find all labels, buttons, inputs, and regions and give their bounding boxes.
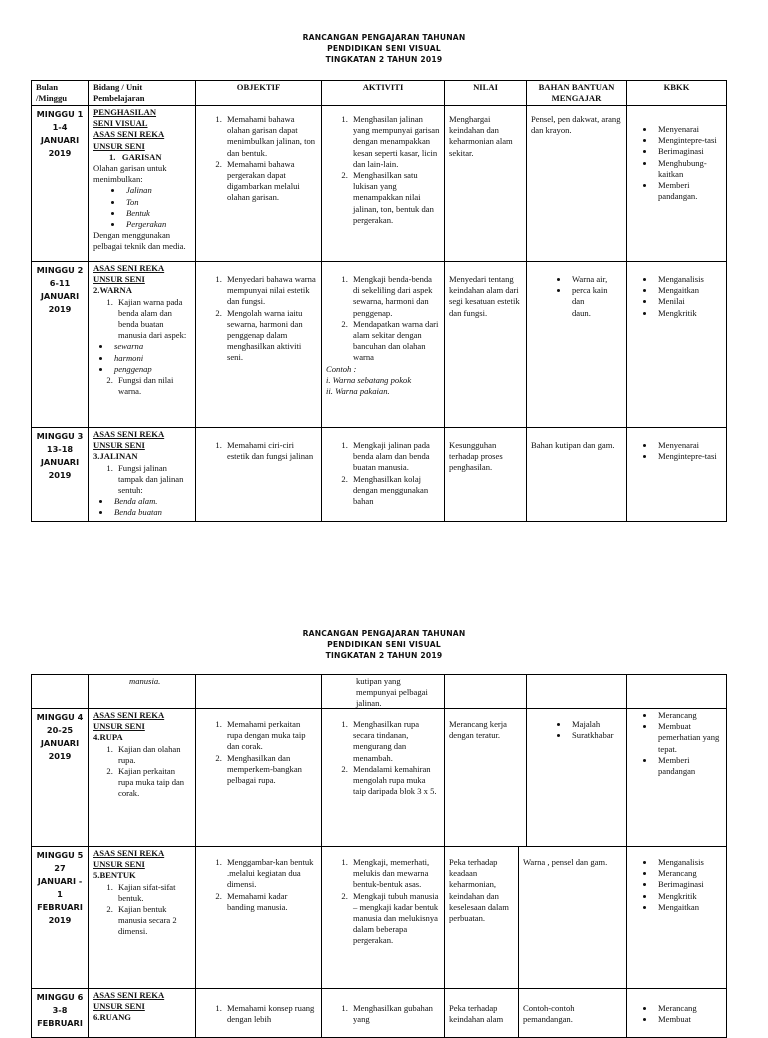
list-item: • Membuat [655, 1014, 722, 1025]
kbkk-cell-6 [626, 988, 727, 1038]
topic-name: GARISAN [121, 151, 162, 162]
nilai-cell-3: Kesungguhan terhadap proses penghasilan. [444, 427, 527, 522]
col-header-bahan [526, 80, 627, 106]
list-item-text: daun. [572, 307, 591, 318]
topic-list [93, 185, 191, 230]
doc-title [0, 628, 768, 661]
week-6-dates: 3-8 [52, 1005, 68, 1015]
aktiviti-cell-cont: kutipan yang mempunyai pelbagai jalinan. [321, 674, 445, 709]
list-item: 1. Menghasilkan gubahan yang [350, 1003, 440, 1025]
nilai-cell-4: Merancang kerja dengan teratur. [444, 708, 527, 847]
list-item: 1. Memahami bahawa olahan garisan dapat menimbulkan jalinan, ton dan bentuk. [224, 114, 317, 159]
list-item: • Berimaginasi [655, 146, 722, 157]
week-1-dates: 1-4 [52, 122, 68, 132]
col-bahan-line2: MENGAJAR [551, 93, 602, 104]
topic-list [93, 496, 191, 518]
week-5-month-end: FEBRUARI [37, 902, 83, 912]
kbkk-cell-2 [626, 261, 727, 428]
objektif-cell-5 [195, 846, 322, 989]
list-item: 2. Menghasilkan satu lukisan yang menampakkan nilai jalinan, ton, bentuk dan pergerakan. [350, 170, 440, 226]
topic-title: 4.RUPA [93, 732, 123, 743]
topic-sublist [93, 297, 191, 342]
week-5-dates-end: 1 [57, 889, 63, 899]
objektif-cell-2 [195, 261, 322, 428]
aktiviti-list [326, 1003, 440, 1025]
list-item: • Jalinan [123, 185, 191, 196]
objektif-list [200, 440, 317, 462]
list-item: • Mengkritik [655, 308, 722, 319]
aktiviti-list [326, 440, 440, 507]
topic-sublist [93, 463, 191, 497]
list-item: 2. Fungsi dan nilai warna. [115, 375, 191, 397]
week-5-label: MINGGU 5 [36, 850, 84, 860]
nilai-cell-5: Peka terhadap keadaan keharmonian, keindahan dan keselesaan dalam perbuatan. [444, 846, 519, 989]
bahan-list [531, 719, 622, 741]
aktiviti-list [326, 274, 440, 364]
list-item: • Benda alam. [111, 496, 191, 507]
list-item: • Memberi pandangan [655, 755, 722, 777]
topic-sublist [93, 744, 191, 800]
list-item: • Merancang [655, 710, 722, 721]
list-item: • Membuat pemerhatian yang tepat. [655, 721, 722, 755]
list-item: • sewarna [111, 341, 191, 352]
col-header-kbkk: KBKK [626, 80, 727, 106]
week-2-month: JANUARI [40, 291, 80, 301]
list-item: 1. Menghasilkan rupa secara tindanan, mengurang dan menambah. [350, 719, 440, 764]
topic-title: 6.RUANG [93, 1012, 131, 1023]
week-cell-5 [31, 846, 89, 989]
list-item: 1. Fungsi jalinan tampak dan jalinan sentuh: [115, 463, 191, 497]
week-3-month: JANUARI [40, 457, 80, 467]
bahan-cell-3: Bahan kutipan dan gam. [526, 427, 627, 522]
doc-title [0, 32, 768, 65]
list-item: 1. Memahami perkaitan rupa dengan muka taip dan corak. [224, 719, 317, 753]
topic-title: 3.JALINAN [93, 451, 138, 462]
kbkk-cell-1 [626, 105, 727, 262]
list-item-text: perca kain dan [572, 285, 608, 307]
week-cell-6 [31, 988, 89, 1038]
example-item: i. Warna sebatang pokok [326, 374, 412, 385]
kbkk-list [631, 857, 722, 913]
list-item: 2. Kajian perkaitan rupa muka taip dan corak. [115, 766, 191, 800]
nilai-cell-1: Menghargai keindahan dan keharmonian alam sekitar. [444, 105, 527, 262]
list-item: • Menilai [655, 296, 722, 307]
bahan-cell-4 [526, 708, 627, 847]
list-item: • Menyenarai [655, 440, 722, 451]
bahan-cell-2 [526, 261, 627, 428]
list-item: 2. Kajian bentuk manusia secara 2 dimensi. [115, 904, 191, 938]
list-item: • Mengintepre-tasi [655, 135, 722, 146]
bahan-cell-5: Warna , pensel dan gam. [518, 846, 627, 989]
week-1-label: MINGGU 1 [36, 109, 84, 119]
list-item: 1. Menghasilan jalinan yang mempunyai garisan dengan menampakkan kesan seperti kasar, licin dan lain-lain. [350, 114, 440, 170]
list-item: • Merancang [655, 1003, 722, 1014]
kbkk-list [631, 274, 722, 319]
list-item: 2. Mendapatkan warna dari alam sekitar dengan bancuhan dan olahan warna [350, 319, 440, 364]
unit-heading: ASAS SENI REKA [93, 990, 165, 1000]
nilai-cell-6: Peka terhadap keindahan alam [444, 988, 519, 1038]
list-item: • Warna air, [569, 274, 622, 285]
bahan-cell-cont [526, 674, 627, 709]
aktiviti-cell-3 [321, 427, 445, 522]
objektif-list [200, 114, 317, 204]
unit-heading: UNSUR SENI [93, 859, 145, 870]
col-bahan-line1: BAHAN BANTUAN [538, 82, 615, 92]
list-item: • Mengkritik [655, 891, 722, 902]
list-item: • Berimaginasi [655, 879, 722, 890]
week-cell-1 [31, 105, 89, 262]
unit-heading: ASAS SENI REKA [93, 710, 165, 720]
example-item: ii. Warna pakaian. [326, 386, 390, 397]
col-bidang-line2: Pembelajaran [93, 93, 145, 104]
list-item: 2. Menghasilkan dan memperkem-bangkan pelbagai rupa. [224, 753, 317, 787]
col-header-aktiviti: AKTIVITI [321, 80, 445, 106]
unit-heading: UNSUR SENI [93, 721, 145, 732]
list-item: • harmoni [111, 353, 191, 364]
bidang-cell-2 [88, 261, 196, 428]
unit-heading: UNSUR SENI [93, 274, 145, 285]
unit-heading: UNSUR SENI [93, 140, 145, 151]
col-bidang-line1: Bidang / Unit [93, 82, 143, 92]
week-cell-3 [31, 427, 89, 522]
topic-number: 1. [109, 151, 116, 162]
week-4-dates: 20-25 [46, 725, 74, 735]
week-6-month: FEBRUARI [37, 1018, 83, 1028]
aktiviti-cell-2 [321, 261, 445, 428]
objektif-cell-1 [195, 105, 322, 262]
col-bulan-line2: /Minggu [36, 93, 68, 104]
topic-sublist [93, 882, 191, 938]
kbkk-list [631, 124, 722, 202]
unit-heading: ASAS SENI REKA [93, 129, 165, 140]
bidang-cell-5 [88, 846, 196, 989]
list-item: 1. Kajian dan olahan rupa. [115, 744, 191, 766]
objektif-cell-cont [195, 674, 322, 709]
week-2-dates: 6-11 [49, 278, 71, 288]
week-2-label: MINGGU 2 [36, 265, 84, 275]
bahan-list [531, 274, 622, 319]
week-2-year: 2019 [48, 304, 72, 314]
topic-title: 2.WARNA [93, 285, 132, 296]
list-item: 1. Kajian sifat-sifat bentuk. [115, 882, 191, 904]
objektif-list [200, 274, 317, 364]
list-item: • penggenap [111, 364, 191, 375]
list-item: • Ton [123, 197, 191, 208]
list-item: 1. Menggambar-kan bentuk .melalui kegiatan dua dimensi. [224, 857, 317, 891]
topic-text: Olahan garisan untuk menimbulkan: [93, 163, 167, 185]
list-item: • Benda buatan [111, 507, 191, 518]
week-4-label: MINGGU 4 [36, 712, 84, 722]
topic-title: 5.BENTUK [93, 870, 136, 881]
kbkk-cell-4 [626, 708, 727, 847]
list-item: 1. Mengkaji jalinan pada benda alam dan benda buatan manusia. [350, 440, 440, 474]
col-header-bulan [31, 80, 89, 106]
aktiviti-cell-5 [321, 846, 445, 989]
objektif-cell-6 [195, 988, 322, 1038]
aktiviti-list [326, 719, 440, 797]
objektif-list [200, 1003, 317, 1025]
col-header-objektif: OBJEKTIF [195, 80, 322, 106]
list-item: • Merancang [655, 868, 722, 879]
week-5-dates: 27 [54, 863, 66, 873]
bidang-cell-1 [88, 105, 196, 262]
list-item: • Bentuk [123, 208, 191, 219]
list-item: 1. Mengkaji, memerhati, melukis dan mewarna bentuk-bentuk asas. [350, 857, 440, 891]
title-line-1: RANCANGAN PENGAJARAN TAHUNAN [302, 33, 466, 42]
week-3-label: MINGGU 3 [36, 431, 84, 441]
aktiviti-list [326, 114, 440, 226]
list-item: • Menganalisis [655, 857, 722, 868]
bidang-cell-cont: manusia. [88, 674, 196, 709]
objektif-list [200, 857, 317, 913]
title-line-1: RANCANGAN PENGAJARAN TAHUNAN [302, 629, 466, 638]
list-item: • Mengaitkan [655, 285, 722, 296]
unit-heading: UNSUR SENI [93, 440, 145, 451]
unit-heading: ASAS SENI REKA [93, 429, 165, 439]
list-item: 2. Mengolah warna iaitu sewarna, harmoni dan penggenap dalam menghasilkan aktiviti seni. [224, 308, 317, 364]
aktiviti-cell-4 [321, 708, 445, 847]
list-item: 1. Memahami konsep ruang dengan lebih [224, 1003, 317, 1025]
bidang-cell-6 [88, 988, 196, 1038]
aktiviti-cell-6 [321, 988, 445, 1038]
list-item: 2. Memahami kadar banding manusia. [224, 891, 317, 913]
list-item: • Mengaitkan [655, 902, 722, 913]
col-bulan-line1: Bulan [36, 82, 58, 92]
title-line-3: TINGKATAN 2 TAHUN 2019 [325, 55, 443, 64]
list-item [569, 308, 622, 319]
objektif-cell-4 [195, 708, 322, 847]
list-item: 2. Mendalami kemahiran mengolah rupa muka taip daripada blok 3 x 5. [350, 764, 440, 798]
nilai-cell-cont [444, 674, 527, 709]
kbkk-list [631, 1003, 722, 1025]
list-item: 2. Mengkaji tubuh manusia – mengkaji kadar bentuk manusia dan melukisnya dalam beberapa pergerakan. [350, 891, 440, 947]
week-cell-cont [31, 674, 89, 709]
list-item [569, 285, 622, 307]
list-item: • Majalah [569, 719, 622, 730]
bidang-cell-3 [88, 427, 196, 522]
col-header-nilai: NILAI [444, 80, 527, 106]
title-line-2: PENDIDIKAN SENI VISUAL [327, 44, 441, 53]
bahan-cell-1: Pensel, pen dakwat, arang dan krayon. [526, 105, 627, 262]
aktiviti-list [326, 857, 440, 947]
week-cell-4 [31, 708, 89, 847]
col-header-bidang [88, 80, 196, 106]
topic-sublist [93, 375, 191, 397]
unit-heading: UNSUR SENI [93, 1001, 145, 1012]
list-item: • Menyenarai [655, 124, 722, 135]
title-line-2: PENDIDIKAN SENI VISUAL [327, 640, 441, 649]
example-label: Contoh : [326, 363, 357, 374]
kbkk-cell-3 [626, 427, 727, 522]
list-item: • Memberi pandangan. [655, 180, 722, 202]
objektif-list [200, 719, 317, 786]
list-item: • Menganalisis [655, 274, 722, 285]
week-3-year: 2019 [48, 470, 72, 480]
unit-heading: ASAS SENI REKA [93, 848, 165, 858]
nilai-cell-2: Menyedari tentang keindahan alam dari segi kesatuan estetik dan fungsi. [444, 261, 527, 428]
week-4-year: 2019 [48, 751, 72, 761]
list-item: • Pergerakan [123, 219, 191, 230]
unit-heading: SENI VISUAL [93, 118, 148, 129]
list-item: 2. Memahami bahawa pergerakan dapat digambarkan melalui olahan garisan. [224, 159, 317, 204]
kbkk-list [631, 440, 722, 462]
list-item: 1. Mengkaji benda-benda di sekeliling dari aspek sewarna, harmoni dan penggenap. [350, 274, 440, 319]
week-6-label: MINGGU 6 [36, 992, 84, 1002]
week-5-year: 2019 [48, 915, 72, 925]
topic-title [93, 152, 191, 163]
aktiviti-cell-1 [321, 105, 445, 262]
objektif-cell-3 [195, 427, 322, 522]
week-1-year: 2019 [48, 148, 72, 158]
unit-heading: PENGHASILAN [93, 107, 157, 117]
kbkk-list [631, 710, 722, 777]
topic-text: Dengan menggunakan pelbagai teknik dan media. [93, 230, 186, 252]
list-item: 1. Menyedari bahawa warna mempunyai nilai estetik dan fungsi. [224, 274, 317, 308]
unit-heading: ASAS SENI REKA [93, 263, 165, 273]
week-1-month: JANUARI [40, 135, 80, 145]
list-item: 1. Memahami ciri-ciri estetik dan fungsi jalinan [224, 440, 317, 462]
list-item: 2. Menghasilkan kolaj dengan menggunakan bahan [350, 474, 440, 508]
list-item: • Menghubung-kaitkan [655, 158, 722, 180]
title-line-3: TINGKATAN 2 TAHUN 2019 [325, 651, 443, 660]
bidang-cell-4 [88, 708, 196, 847]
week-cell-2 [31, 261, 89, 428]
kbkk-cell-5 [626, 846, 727, 989]
topic-list [93, 341, 191, 375]
list-item: • Mengintepre-tasi [655, 451, 722, 462]
kbkk-cell-cont [626, 674, 727, 709]
week-5-month: JANUARI - [37, 876, 83, 886]
week-4-month: JANUARI [40, 738, 80, 748]
list-item: • Suratkhabar [569, 730, 622, 741]
list-item: 1. Kajian warna pada benda alam dan benda buatan manusia dari aspek: [115, 297, 191, 342]
bahan-cell-6: Contoh-contoh pemandangan. [518, 988, 627, 1038]
week-3-dates: 13-18 [46, 444, 74, 454]
